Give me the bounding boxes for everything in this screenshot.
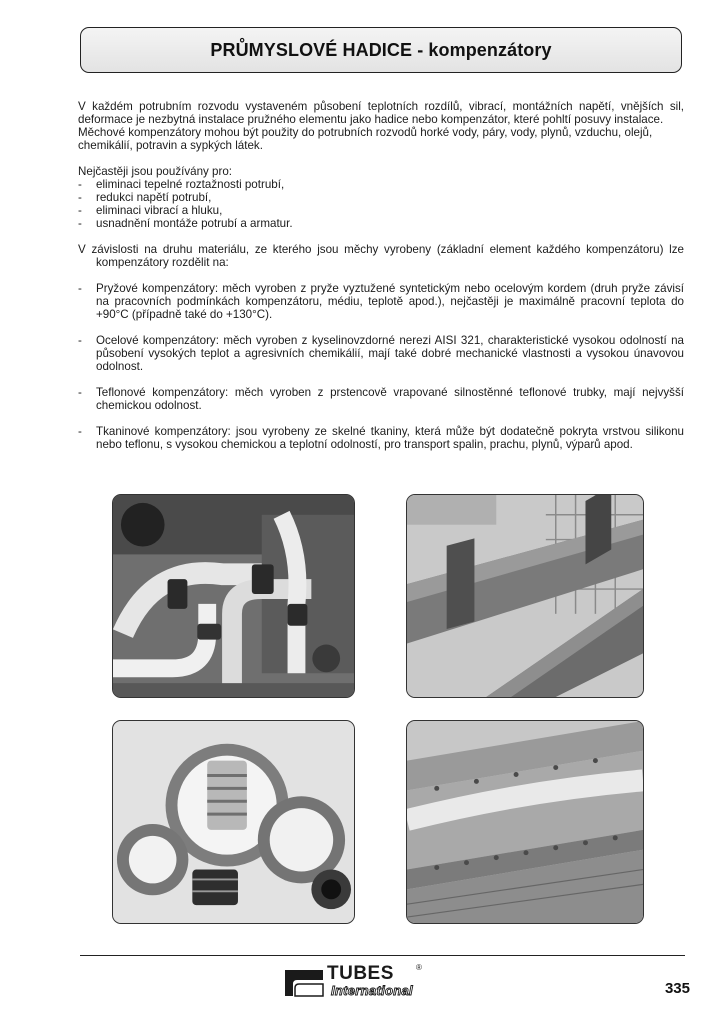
intro-paragraph-1: V každém potrubním rozvodu vystaveném působení teplotních rozdílů, vibrací, montážních napětí, vnějších sil, deformace je nezbytná instalace pružného elementu jako hadice nebo kompenzátor, které pohltí posuvy instalace. <box>78 100 684 126</box>
logo-mark-icon <box>283 966 327 1000</box>
registered-mark: ® <box>416 963 422 972</box>
pipeline-compensator-photo <box>406 494 644 698</box>
title-box <box>80 27 682 73</box>
tubes-international-logo <box>283 963 433 1003</box>
engine-piping-photo <box>112 494 355 698</box>
compensators-product-photo <box>112 720 355 924</box>
footer-divider <box>80 955 685 956</box>
page-title: PRŮMYSLOVÉ HADICE - kompenzátory <box>210 39 552 60</box>
body-text <box>78 100 684 451</box>
intro-paragraph-2: Měchové kompenzátory mohou být použity do potrubních rozvodů horké vody, páry, vody, plynů, vzduchu, olejů, chemikálií, potravin a sypkých látek. <box>78 126 653 152</box>
logo-subtext: International <box>331 983 413 998</box>
uses-heading: Nejčastěji jsou používány pro: <box>78 165 233 178</box>
list-item: - redukci napětí potrubí, <box>78 191 212 204</box>
list-item: - usnadnění montáže potrubí a armatur. <box>78 217 293 230</box>
list-item: - eliminaci vibrací a hluku, <box>78 204 223 217</box>
page-number: 335 <box>664 980 690 997</box>
logo-text: TUBES <box>327 963 394 984</box>
compensator-type-steel: - Ocelové kompenzátory: měch vyroben z kyselinovzdorné nerezi AISI 321, charakteristické vysokou odolností na působení vysokých teplot a agresivních chemikálií, mají také dobré mechanické vlastnosti a vysokou únavovou odolnost. <box>78 334 684 373</box>
classification-intro: V závislosti na druhu materiálu, ze kterého jsou měchy vyrobeny (základní element každého kompenzátoru) lze kompenzátory rozdělit na: <box>78 243 684 269</box>
fabric-compensator-photo <box>406 720 644 924</box>
list-item: - eliminaci tepelné roztažnosti potrubí, <box>78 178 285 191</box>
compensator-type-teflon: - Teflonové kompenzátory: měch vyroben z prstencově vrapované silnostěnné teflonové trubky, mají nejvyšší chemickou odolnost. <box>78 386 684 412</box>
compensator-type-fabric: - Tkaninové kompenzátory: jsou vyrobeny ze skelné tkaniny, která může být dodatečně pokryta vrstvou silikonu nebo teflonu, s vysokou chemickou a teplotní odolností, pro transport spalin, prachu, plynů, výparů apod. <box>78 425 684 451</box>
compensator-type-rubber: - Pryžové kompenzátory: měch vyroben z pryže vyztužené syntetickým nebo ocelovým kordem (druh pryže závisí na pracovních podmínkách kompenzátoru, médiu, teplotě apod.), nejčastěji je maximálně pracovní teplota do +90°C (případně také do +130°C). <box>78 282 684 321</box>
